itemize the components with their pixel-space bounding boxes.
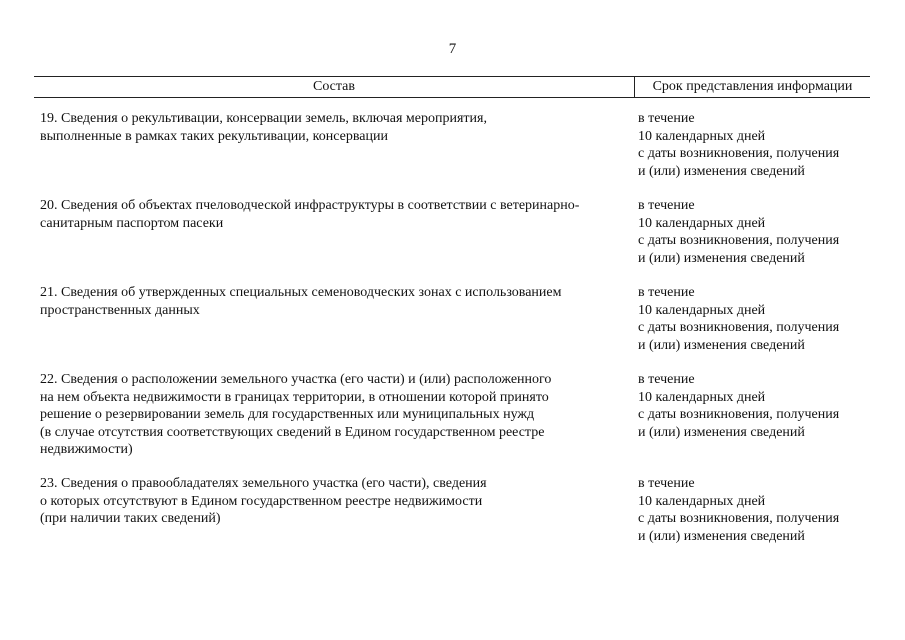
description-line: 19. Сведения о рекультивации, консервации земель, включая мероприятия,: [40, 111, 487, 126]
description-line: выполненные в рамках таких рекультивации, консервации: [40, 128, 388, 144]
description-line: решение о резервировании земель для государственных или муниципальных нужд: [40, 407, 535, 422]
description-line: на нем объекта недвижимости в границах территории, в отношении которой принято: [40, 389, 549, 405]
row-description: [40, 110, 630, 145]
info-table: [34, 76, 870, 544]
page-number: 7: [448, 41, 457, 57]
deadline-line: с даты возникновения, получения: [638, 511, 840, 526]
row-description: [40, 197, 630, 232]
deadline-line: с даты возникновения, получения: [638, 320, 840, 335]
row-description: [40, 475, 630, 528]
deadline-line: в течение: [638, 111, 695, 126]
row-deadline: [638, 110, 870, 180]
deadline-line: и (или) изменения сведений: [638, 337, 805, 353]
deadline-line: с даты возникновения, получения: [638, 233, 840, 248]
description-line: 21. Сведения об утвержденных специальных семеноводческих зонах с использованием: [40, 285, 562, 300]
deadline-line: в течение: [638, 198, 695, 213]
deadline-line: и (или) изменения сведений: [638, 528, 805, 544]
deadline-line: с даты возникновения, получения: [638, 146, 840, 161]
description-line: 20. Сведения об объектах пчеловодческой инфраструктуры в соответствии с ветеринарно-: [40, 198, 580, 213]
description-line: 23. Сведения о правообладателях земельного участка (его части), сведения: [40, 476, 487, 491]
row-deadline: [638, 284, 870, 354]
deadline-line: в течение: [638, 476, 695, 491]
row-deadline: [638, 475, 870, 545]
deadline-line: с даты возникновения, получения: [638, 407, 840, 422]
header-deadline: Срок представления информации: [652, 79, 853, 94]
deadline-line: и (или) изменения сведений: [638, 163, 805, 179]
description-line: (при наличии таких сведений): [40, 511, 221, 526]
deadline-line: 10 календарных дней: [638, 215, 766, 231]
description-line: о которых отсутствуют в Едином государственном реестре недвижимости: [40, 493, 483, 509]
deadline-line: в течение: [638, 372, 695, 387]
deadline-line: и (или) изменения сведений: [638, 424, 805, 440]
deadline-line: и (или) изменения сведений: [638, 250, 805, 266]
row-deadline: [638, 197, 870, 267]
row-description: [40, 371, 630, 459]
description-line: пространственных данных: [40, 302, 200, 318]
table-header: [34, 76, 870, 98]
description-line: недвижимости): [40, 442, 133, 457]
row-description: [40, 284, 630, 319]
deadline-line: 10 календарных дней: [638, 302, 766, 318]
deadline-line: 10 календарных дней: [638, 128, 766, 144]
deadline-line: 10 календарных дней: [638, 493, 766, 509]
header-composition: Состав: [34, 77, 635, 97]
description-line: 22. Сведения о расположении земельного участка (его части) и (или) расположенного: [40, 372, 552, 387]
deadline-line: 10 календарных дней: [638, 389, 766, 405]
row-deadline: [638, 371, 870, 441]
description-line: санитарным паспортом пасеки: [40, 215, 224, 231]
deadline-line: в течение: [638, 285, 695, 300]
description-line: (в случае отсутствия соответствующих сведений в Едином государственном реестре: [40, 424, 545, 440]
